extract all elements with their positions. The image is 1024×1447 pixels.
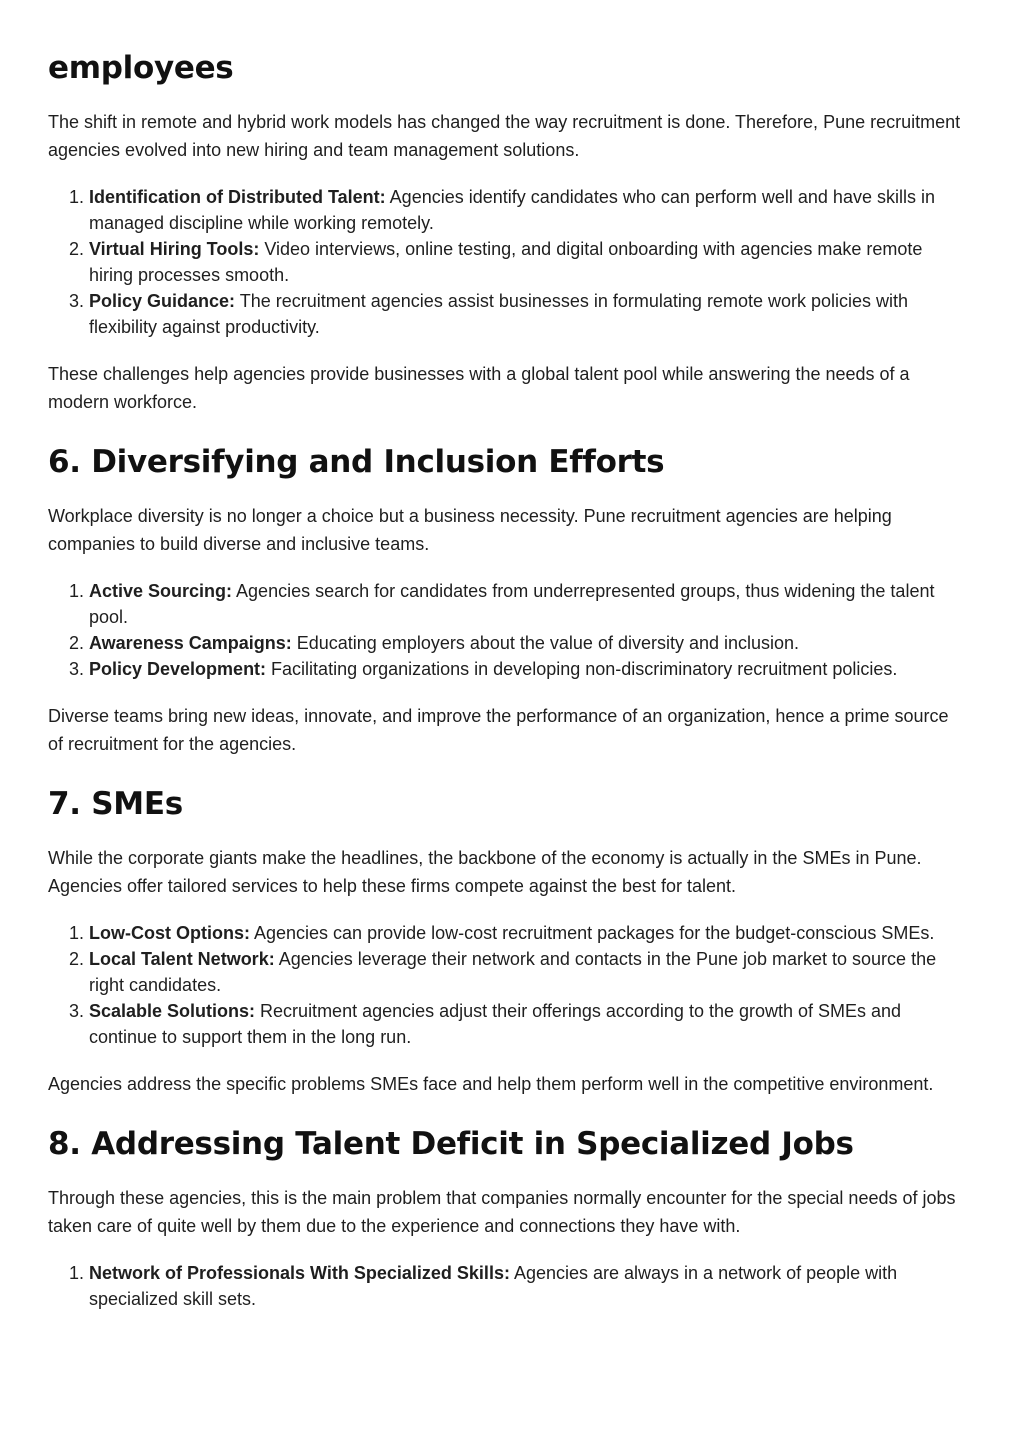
section-heading: 6. Diversifying and Inclusion Efforts: [48, 444, 665, 480]
list-item-term: Active Sourcing:: [89, 581, 233, 601]
list-item-term: Low-Cost Options:: [89, 923, 250, 943]
list-item-term: Awareness Campaigns:: [89, 633, 292, 653]
list-item-text: Facilitating organizations in developing non-discriminatory recruitment policies.: [266, 659, 898, 679]
numbered-list: [48, 920, 968, 1050]
list-item: [89, 920, 968, 946]
list-item: [89, 578, 968, 630]
list-item-term: Network of Professionals With Specialized Skills:: [89, 1263, 510, 1283]
section-intro: While the corporate giants make the headlines, the backbone of the economy is actually in the SMEs in Pune. Agencies offer tailored services to help these firms compete against the best for talent.: [48, 848, 922, 896]
list-item-text: Recruitment agencies adjust their offerings according to the growth of SMEs and continue to support them in the long run.: [89, 1001, 902, 1047]
list-item-term: Virtual Hiring Tools:: [89, 239, 260, 259]
section-outro: Diverse teams bring new ideas, innovate, and improve the performance of an organization, hence a prime source of recruitment for the agencies.: [48, 706, 949, 754]
list-item: [89, 656, 968, 682]
list-item-text: Educating employers about the value of diversity and inclusion.: [291, 633, 800, 653]
list-item-text: Agencies search for candidates from underrepresented groups, thus widening the talent pool.: [89, 581, 935, 627]
list-item-text: Agencies are always in a network of people with specialized skill sets.: [89, 1263, 898, 1309]
document-page: [48, 0, 968, 1312]
section-remote-work: [48, 48, 968, 416]
section-intro: Through these agencies, this is the main problem that companies normally encounter for the special needs of jobs taken care of quite well by them due to the experience and connections they have with.: [48, 1188, 956, 1236]
list-item-text: Agencies leverage their network and contacts in the Pune job market to source the right candidates.: [89, 949, 937, 995]
section-heading: employees: [48, 50, 234, 86]
section-outro: These challenges help agencies provide businesses with a global talent pool while answering the needs of a modern workforce.: [48, 364, 910, 412]
list-item-term: Identification of Distributed Talent:: [89, 187, 386, 207]
list-item-text: Agencies identify candidates who can perform well and have skills in managed discipline while working remotely.: [89, 187, 935, 233]
list-item-text: Video interviews, online testing, and digital onboarding with agencies make remote hiring processes smooth.: [89, 239, 923, 285]
section-intro: Workplace diversity is no longer a choice but a business necessity. Pune recruitment agencies are helping companies to build diverse and inclusive teams.: [48, 506, 892, 554]
list-item: [89, 946, 968, 998]
section-outro: Agencies address the specific problems SMEs face and help them perform well in the competitive environment.: [48, 1074, 934, 1094]
section-intro: The shift in remote and hybrid work models has changed the way recruitment is done. Therefore, Pune recruitment agencies evolved into new hiring and team management solutions.: [48, 112, 961, 160]
list-item: [89, 184, 968, 236]
list-item: [89, 1260, 968, 1312]
section-specialized-jobs: [48, 1124, 968, 1312]
section-smes: [48, 784, 968, 1098]
list-item-term: Policy Development:: [89, 659, 267, 679]
section-heading: 7. SMEs: [48, 786, 183, 822]
numbered-list: [48, 578, 968, 682]
list-item: [89, 236, 968, 288]
list-item: [89, 630, 968, 656]
list-item-term: Local Talent Network:: [89, 949, 275, 969]
list-item-text: The recruitment agencies assist businesses in formulating remote work policies with flexibility against productivity.: [89, 291, 909, 337]
section-heading: 8. Addressing Talent Deficit in Specialized Jobs: [48, 1126, 854, 1162]
list-item-term: Scalable Solutions:: [89, 1001, 256, 1021]
numbered-list: [48, 184, 968, 340]
list-item-text: Agencies can provide low-cost recruitment packages for the budget-conscious SMEs.: [249, 923, 935, 943]
section-diversity: [48, 442, 968, 758]
list-item-term: Policy Guidance:: [89, 291, 236, 311]
numbered-list: [48, 1260, 968, 1312]
list-item: [89, 288, 968, 340]
list-item: [89, 998, 968, 1050]
